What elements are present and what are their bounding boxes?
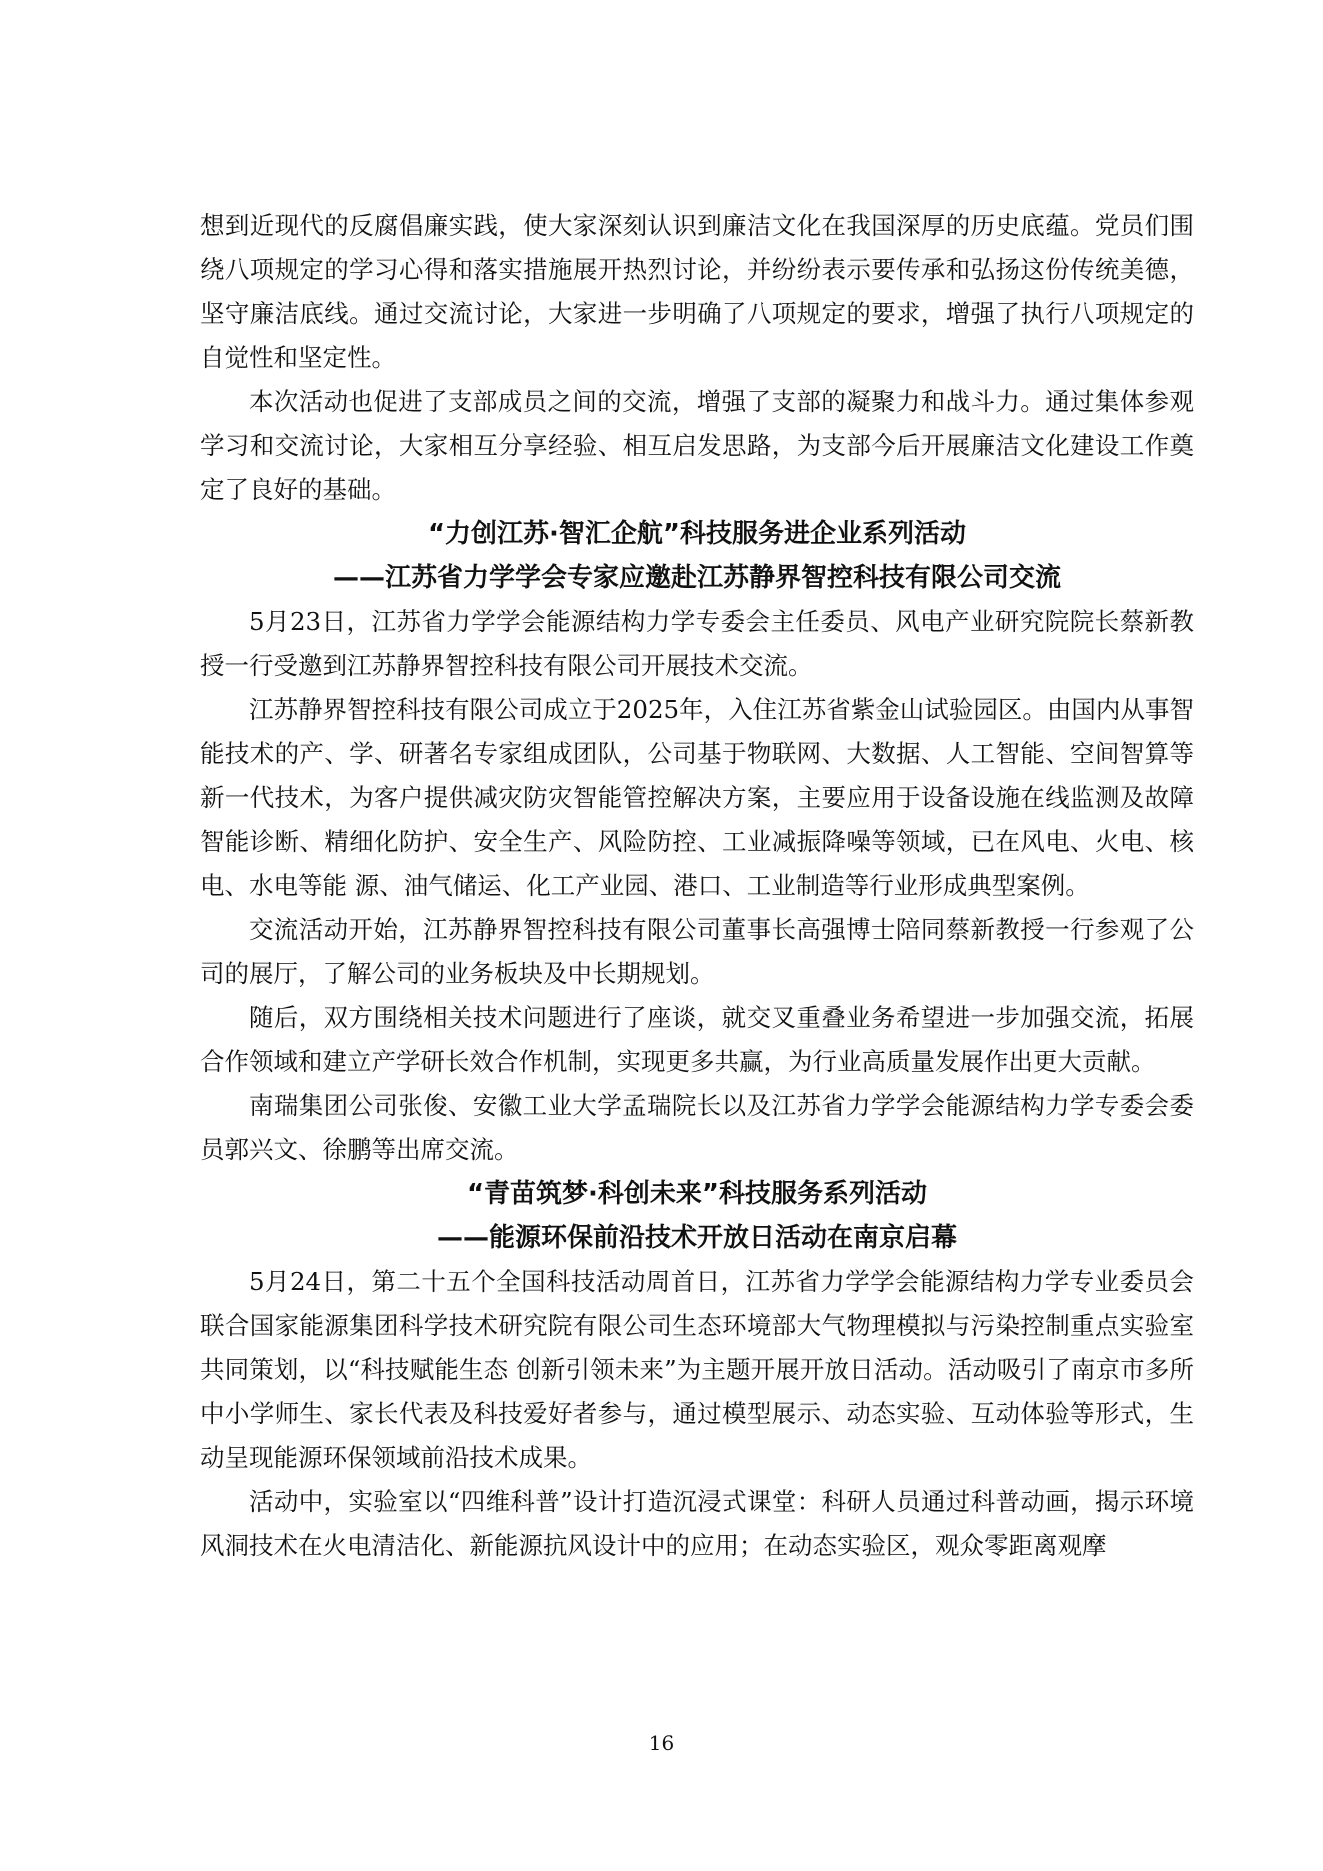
- section-title: “青苗筑梦·科创未来”科技服务系列活动: [466, 1179, 928, 1209]
- body-paragraph: 想到近现代的反腐倡廉实践，使大家深刻认识到廉洁文化在我国深厚的历史底蕴。党员们围绕八项规定的学习心得和落实措施展开热烈讨论，并纷纷表示要传承和弘扬这份传统美德，坚守廉洁底线。通过交流讨论，大家进一步明确了八项规定的要求，增强了执行八项规定的自觉性和坚定性。: [200, 211, 1194, 372]
- page-number: 16: [648, 1731, 675, 1755]
- document-page: [200, 204, 1194, 1568]
- body-paragraph: 江苏静界智控科技有限公司成立于2025年，入住江苏省紫金山试验园区。由国内从事智能技术的产、学、研著名专家组成团队，公司基于物联网、大数据、人工智能、空间智算等新一代技术，为客户提供减灾防灾智能管控解决方案，主要应用于设备设施在线监测及故障智能诊断、精细化防护、安全生产、风险防控、工业减振降噪等领域，已在风电、火电、核电、水电等能 源、油气储运、化工产业园、港口、工业制造等行业形成典型案例。: [200, 695, 1194, 900]
- section-subtitle: ——江苏省力学学会专家应邀赴江苏静界智控科技有限公司交流: [332, 563, 1061, 593]
- section-title: “力创江苏·智汇企航”科技服务进企业系列活动: [427, 519, 967, 549]
- section-subtitle: ——能源环保前沿技术开放日活动在南京启幕: [436, 1223, 957, 1253]
- body-paragraph: 活动中，实验室以“四维科普”设计打造沉浸式课堂：科研人员通过科普动画，揭示环境风洞技术在火电清洁化、新能源抗风设计中的应用；在动态实验区，观众零距离观摩: [200, 1487, 1194, 1560]
- body-paragraph: 随后，双方围绕相关技术问题进行了座谈，就交叉重叠业务希望进一步加强交流，拓展合作领域和建立产学研长效合作机制，实现更多共赢，为行业高质量发展作出更大贡献。: [200, 1003, 1194, 1076]
- body-paragraph: 南瑞集团公司张俊、安徽工业大学孟瑞院长以及江苏省力学学会能源结构力学专委会委员郭兴文、徐鹏等出席交流。: [200, 1091, 1194, 1164]
- body-paragraph: 本次活动也促进了支部成员之间的交流，增强了支部的凝聚力和战斗力。通过集体参观学习和交流讨论，大家相互分享经验、相互启发思路，为支部今后开展廉洁文化建设工作奠定了良好的基础。: [200, 387, 1194, 504]
- body-paragraph: 5月24日，第二十五个全国科技活动周首日，江苏省力学学会能源结构力学专业委员会联合国家能源集团科学技术研究院有限公司生态环境部大气物理模拟与污染控制重点实验室共同策划，以“科技赋能生态 创新引领未来”为主题开展开放日活动。活动吸引了南京市多所中小学师生、家长代表及科技爱好者参与，通过模型展示、动态实验、互动体验等形式，生动呈现能源环保领域前沿技术成果。: [200, 1267, 1194, 1472]
- body-paragraph: 交流活动开始，江苏静界智控科技有限公司董事长高强博士陪同蔡新教授一行参观了公司的展厅，了解公司的业务板块及中长期规划。: [200, 915, 1194, 988]
- body-paragraph: 5月23日，江苏省力学学会能源结构力学专委会主任委员、风电产业研究院院长蔡新教授一行受邀到江苏静界智控科技有限公司开展技术交流。: [200, 607, 1194, 680]
